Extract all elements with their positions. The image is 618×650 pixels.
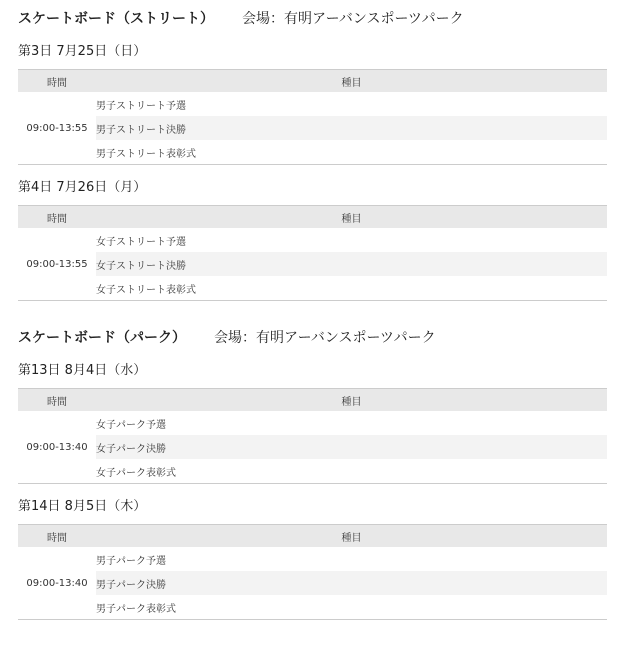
- event-cell: 女子パーク表彰式: [96, 467, 176, 479]
- column-header-event: 種目: [96, 206, 607, 229]
- column-header-event: 種目: [96, 70, 607, 93]
- time-cell: 09:00-13:55: [26, 258, 88, 270]
- table-row: [18, 92, 607, 116]
- time-cell: 09:00-13:55: [26, 122, 88, 134]
- venue-label: 会場：有明アーバンスポーツパーク: [214, 330, 436, 346]
- table-row: [18, 116, 607, 140]
- schedule-table: [18, 205, 607, 301]
- event-cell: 男子ストリート予選: [96, 100, 186, 112]
- day-heading: 第3日 7月25日（日）: [18, 44, 147, 59]
- section-header: [18, 10, 606, 28]
- time-cell: 09:00-13:40: [26, 441, 88, 453]
- event-cell: 女子パーク予選: [96, 419, 166, 431]
- time-cell: 09:00-13:40: [26, 577, 88, 589]
- table-row: [18, 595, 607, 620]
- schedule-table: [18, 69, 607, 165]
- event-cell: 男子パーク表彰式: [96, 603, 176, 615]
- table-row: [18, 411, 607, 435]
- column-header-time: 時間: [18, 389, 96, 412]
- section-title: スケートボード（ストリート）: [18, 11, 214, 27]
- day-heading: 第4日 7月26日（月）: [18, 180, 147, 195]
- event-cell: 女子ストリート決勝: [96, 252, 607, 276]
- table-row: [18, 435, 607, 459]
- schedule-table: [18, 388, 607, 484]
- table-header-row: [18, 70, 607, 93]
- column-header-time: 時間: [18, 206, 96, 229]
- column-header-event: 種目: [96, 525, 607, 548]
- event-cell: 男子ストリート表彰式: [96, 148, 196, 160]
- venue-label: 会場：有明アーバンスポーツパーク: [242, 11, 464, 27]
- day-heading: 第13日 8月4日（水）: [18, 363, 147, 378]
- column-header-time: 時間: [18, 70, 96, 93]
- event-cell: 女子ストリート表彰式: [96, 284, 196, 296]
- table-row: [18, 459, 607, 484]
- day-heading: 第14日 8月5日（木）: [18, 499, 147, 514]
- table-row: [18, 140, 607, 165]
- table-row: [18, 571, 607, 595]
- section-header: [18, 329, 606, 347]
- table-row: [18, 228, 607, 252]
- event-cell: 女子ストリート予選: [96, 236, 186, 248]
- event-cell: 男子パーク予選: [96, 555, 166, 567]
- schedule-page: [0, 10, 618, 620]
- section-title: スケートボード（パーク）: [18, 330, 186, 346]
- column-header-event: 種目: [96, 389, 607, 412]
- table-row: [18, 547, 607, 571]
- event-cell: 男子パーク決勝: [96, 571, 607, 595]
- schedule-table: [18, 524, 607, 620]
- table-header-row: [18, 206, 607, 229]
- table-header-row: [18, 389, 607, 412]
- table-row: [18, 276, 607, 301]
- event-cell: 女子パーク決勝: [96, 435, 607, 459]
- event-cell: 男子ストリート決勝: [96, 116, 607, 140]
- table-row: [18, 252, 607, 276]
- table-header-row: [18, 525, 607, 548]
- column-header-time: 時間: [18, 525, 96, 548]
